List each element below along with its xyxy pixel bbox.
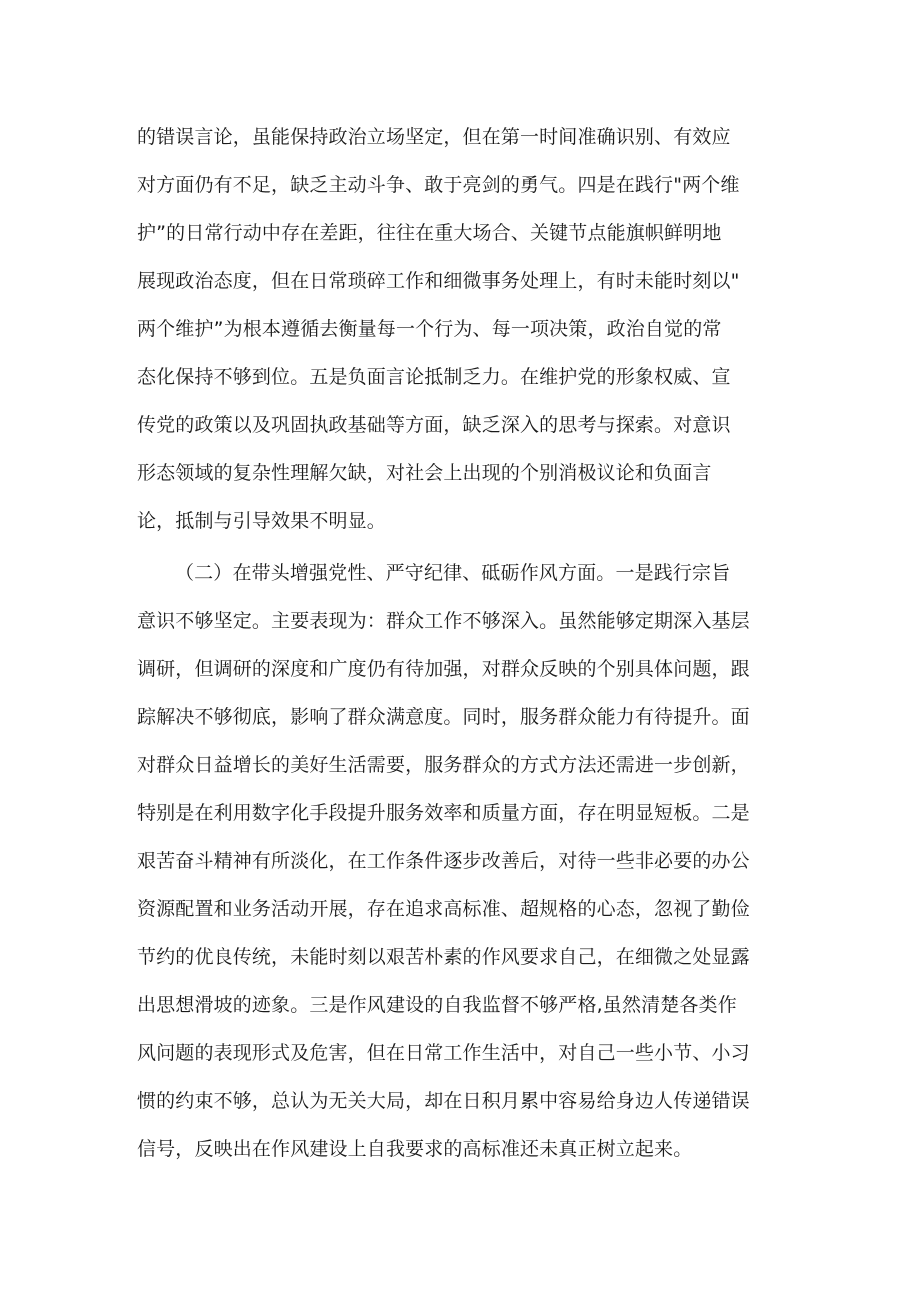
text-line: 踪解决不够彻底，影响了群众满意度。同时，服务群众能力有待提升。面 <box>137 706 750 728</box>
text-line: 惯的约束不够，总认为无关大局，却在日积月累中容易给身边人传递错误 <box>137 1090 750 1112</box>
text-line: 态化保持不够到位。五是负面言论抵制乏力。在维护党的形象权威、宣 <box>137 366 731 388</box>
text-line: 对群众日益增长的美好生活需要，服务群众的方式方法还需进一步创新， <box>137 754 750 776</box>
text-line: 风问题的表现形式及危害，但在日常工作生活中，对自己一些小节、小习 <box>137 1042 750 1064</box>
text-line: 的错误言论，虽能保持政治立场坚定，但在第一时间准确识别、有效应 <box>137 126 731 148</box>
text-line: 信号，反映出在作风建设上自我要求的高标准还未真正树立起来。 <box>137 1138 693 1160</box>
text-line: 传党的政策以及巩固执政基础等方面，缺乏深入的思考与探索。对意识 <box>137 414 731 436</box>
text-line: 意识不够坚定。主要表现为：群众工作不够深入。虽然能够定期深入基层 <box>137 610 750 632</box>
text-line: 资源配置和业务活动开展，存在追求高标准、超规格的心态，忽视了勤俭 <box>137 898 750 920</box>
text-line: 两个维护”为根本遵循去衡量每一个行为、每一项决策，政治自觉的常 <box>137 318 722 340</box>
text-line: 节约的优良传统，未能时刻以艰苦朴素的作风要求自己，在细微之处显露 <box>137 946 750 968</box>
text-line: 护”的日常行动中存在差距，往往在重大场合、关键节点能旗帜鲜明地 <box>137 222 722 244</box>
text-line: 论，抵制与引导效果不明显。 <box>137 510 386 532</box>
text-line: 艰苦奋斗精神有所淡化，在工作条件逐步改善后，对待一些非必要的办公 <box>137 850 750 872</box>
text-line: 形态领域的复杂性理解欠缺，对社会上出现的个别消极议论和负面言 <box>137 462 712 484</box>
text-line: 调研，但调研的深度和广度仍有待加强，对群众反映的个别具体问题，跟 <box>137 658 750 680</box>
text-line: 特别是在利用数字化手段提升服务效率和质量方面，存在明显短板。二是 <box>137 802 750 824</box>
text-line: 出思想滑坡的迹象。三是作风建设的自我监督不够严格,虽然清楚各类作 <box>137 994 737 1016</box>
section-heading-line: （二）在带头增强党性、严守纪律、砥砺作风方面。一是践行宗旨 <box>175 562 731 584</box>
text-line: 对方面仍有不足，缺乏主动斗争、敢于亮剑的勇气。四是在践行"两个维 <box>137 174 740 196</box>
text-line: 展现政治态度，但在日常琐碎工作和细微事务处理上，有时未能时刻以" <box>137 270 740 292</box>
